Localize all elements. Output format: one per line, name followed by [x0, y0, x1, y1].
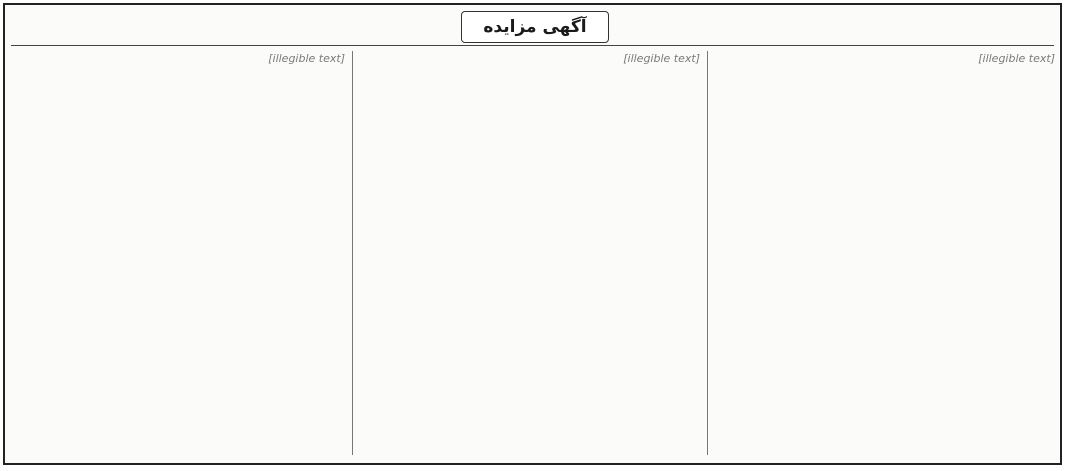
title-divider — [11, 45, 1054, 46]
column-right-text: [illegible text] — [978, 52, 1055, 65]
notice-column-middle — [351, 51, 705, 455]
notice-column-left — [1, 51, 350, 455]
column-middle-text: [illegible text] — [623, 52, 700, 65]
column-divider — [707, 51, 708, 455]
notice-title: آگهی مزایده — [461, 11, 609, 43]
notice-column-right — [706, 51, 1060, 455]
auction-notice — [3, 3, 1062, 465]
column-divider — [352, 51, 353, 455]
column-left-text: [illegible text] — [268, 52, 345, 65]
